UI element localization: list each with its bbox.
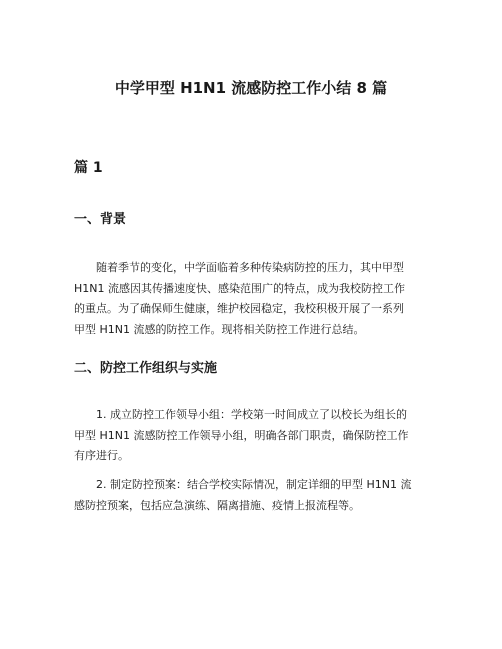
paragraph-line: H1N1 流感因其传播速度快、感染范围广的特点，成为我校防控工作 [74,281,405,295]
document-title: 中学甲型 H1N1 流感防控工作小结 8 篇 [114,79,388,97]
section-heading-organization: 二、防控工作组织与实施 [74,361,218,376]
section-heading-background: 一、背景 [74,212,127,227]
paragraph-line: 甲型 H1N1 流感的防控工作。现将相关防控工作进行总结。 [74,322,365,336]
paragraph-line: 1. 成立防控工作领导小组：学校第一时间成立了以校长为组长的 [96,408,407,421]
background-paragraph [74,258,430,340]
paragraph-line: 随着季节的变化，中学面临着多种传染病防控的压力，其中甲型 [96,261,404,274]
paragraph-line: 2. 制定防控预案：结合学校实际情况，制定详细的甲型 H1N1 流 [96,478,412,491]
paragraph-line: 的重点。为了确保师生健康，维护校园稳定，我校积极开展了一系列 [74,302,404,315]
paragraph-line: 有序进行。 [74,449,129,462]
paragraph-line: 感防控预案，包括应急演练、隔离措施、疫情上报流程等。 [74,498,360,512]
list-item-prevention-plan [74,475,430,516]
list-item-leadership-group [74,405,430,467]
paragraph-line: 甲型 H1N1 流感防控工作领导小组，明确各部门职责，确保防控工作 [74,428,409,442]
part-heading: 篇 1 [74,160,103,176]
